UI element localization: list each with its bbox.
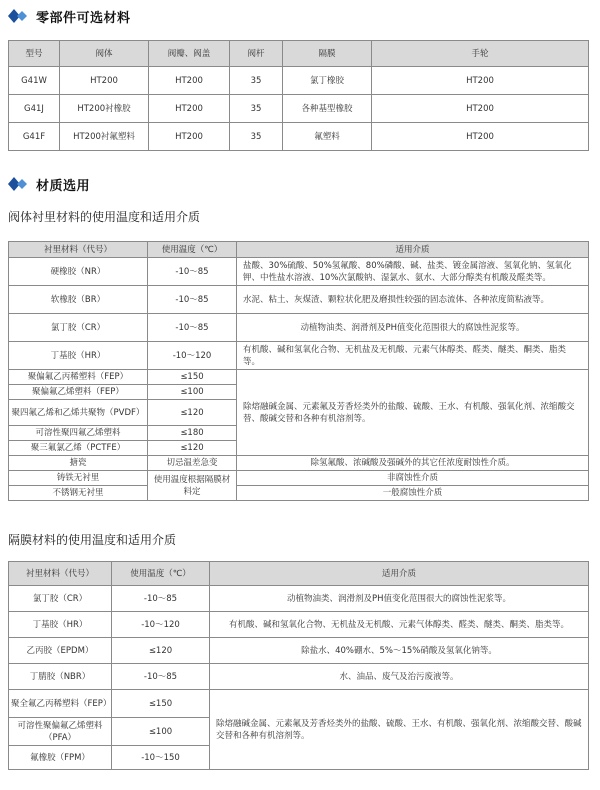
temp-cell: -10～120 — [112, 612, 210, 638]
unlined-temp-cell: 使用温度根据隔膜材料定 — [148, 471, 237, 501]
material-cell: 丁腈胶（NBR） — [9, 664, 112, 690]
cell: 35 — [230, 67, 283, 95]
cell: HT200 — [372, 95, 589, 123]
table-row — [9, 342, 589, 370]
material-cell: 丁基胶（HR） — [9, 612, 112, 638]
media-cell: 水泥、粘土、灰煤渣、颗粒状化肥及磨损性较强的固态流体、各种浓度简粘液等。 — [237, 286, 589, 314]
lining-table — [8, 241, 589, 501]
material-cell: 聚偏氟乙烯塑料（FEP） — [9, 385, 148, 400]
cell: 氟塑料 — [283, 123, 372, 151]
parts-table — [8, 40, 589, 151]
material-cell: 搪瓷 — [9, 456, 148, 471]
cell: G41W — [9, 67, 60, 95]
double-diamond-icon — [8, 177, 30, 191]
table-row — [9, 690, 589, 718]
material-cell: 丁基胶（HR） — [9, 342, 148, 370]
table-row — [9, 471, 589, 486]
material-cell: 聚偏氟乙丙稀塑料（FEP） — [9, 370, 148, 385]
temp-cell: ≤180 — [148, 426, 237, 441]
table-row — [9, 456, 589, 471]
temp-cell: ≤100 — [112, 718, 210, 746]
table-row — [9, 664, 589, 690]
parts-header-body: 阀体 — [60, 41, 149, 67]
media-cell: 一般腐蚀性介质 — [237, 486, 589, 501]
material-cell: 聚四氟乙烯和乙烯共聚物（PVDF） — [9, 400, 148, 426]
lining-header-material: 衬里材料（代号） — [9, 242, 148, 258]
cell: HT200 — [149, 67, 230, 95]
temp-cell: ≤150 — [112, 690, 210, 718]
material-cell: 软橡胶（BR） — [9, 286, 148, 314]
table-row — [9, 286, 589, 314]
table-row — [9, 370, 589, 385]
temp-cell: ≤120 — [148, 400, 237, 426]
section-parts-title: 零部件可选材料 — [36, 10, 131, 26]
diaphragm-table-title: 隔膜材料的使用温度和适用介质 — [8, 533, 177, 547]
lining-header-temp: 使用温度（℃） — [148, 242, 237, 258]
cell: HT200衬氟塑料 — [60, 123, 149, 151]
diaphragm-header-temp: 使用温度（℃） — [112, 562, 210, 586]
temp-cell: -10～85 — [112, 586, 210, 612]
parts-header-handwheel: 手轮 — [372, 41, 589, 67]
material-cell: 乙丙胶（EPDM） — [9, 638, 112, 664]
temp-cell: ≤150 — [148, 370, 237, 385]
table-row — [9, 586, 589, 612]
section-parts-heading — [8, 6, 131, 26]
diaphragm-header-media: 适用介质 — [210, 562, 589, 586]
table-row — [9, 612, 589, 638]
cell: HT200 — [372, 67, 589, 95]
media-cell: 动植物油类、润滑剂及PH值变化范围很大的腐蚀性泥浆等。 — [210, 586, 589, 612]
material-cell: 氯丁胶（CR） — [9, 314, 148, 342]
temp-cell: ≤100 — [148, 385, 237, 400]
temp-cell: -10～85 — [148, 314, 237, 342]
table-row — [9, 314, 589, 342]
parts-header-disc: 阀瓣、阀盖 — [149, 41, 230, 67]
cell: HT200 — [149, 95, 230, 123]
media-cell: 除盐水、40%硼水、5%～15%硝酸及氢氧化钠等。 — [210, 638, 589, 664]
fluoro-media-cell: 除熔融碱金属、元素氟及芳香烃类外的盐酸、硫酸、王水、有机酸、强氧化剂、浓缩酸交替、酸碱交替和各种有机溶剂等。 — [237, 370, 589, 456]
temp-cell: ≤120 — [148, 441, 237, 456]
temp-cell: -10～85 — [148, 286, 237, 314]
material-cell: 铸铁无衬里 — [9, 471, 148, 486]
media-cell: 有机酸、碱和氢氧化合物、无机盐及无机酸、元素气体醇类、醛类、醚类、酮类、脂类等。 — [237, 342, 589, 370]
table-row — [9, 67, 589, 95]
material-cell: 聚全氟乙丙稀塑料（FEP） — [9, 690, 112, 718]
parts-header-stem: 阀杆 — [230, 41, 283, 67]
material-cell: 硬橡胶（NR） — [9, 258, 148, 286]
media-cell: 水、油品、废气及治污废液等。 — [210, 664, 589, 690]
cell: G41F — [9, 123, 60, 151]
section-material-title: 材质选用 — [36, 178, 91, 194]
cell: 各种基型橡胶 — [283, 95, 372, 123]
table-row — [9, 486, 589, 501]
media-cell: 除氢氟酸、浓碱酸及强碱外的其它任浓度耐蚀性介质。 — [237, 456, 589, 471]
cell: HT200 — [149, 123, 230, 151]
material-cell: 可溶性聚四氟乙烯塑料 — [9, 426, 148, 441]
temp-cell: -10～85 — [148, 258, 237, 286]
cell: HT200 — [60, 67, 149, 95]
cell: HT200 — [372, 123, 589, 151]
media-cell: 盐酸、30%硫酸、50%氢氟酸、80%磷酸、碱、盐类、镀金属溶液、氢氧化钠、氢氧化钾、中性盐水溶液、10%次氯酸钠、湿氯水、氨水、大部分醇类有机酸及醛类等。 — [237, 258, 589, 286]
diaphragm-header-material: 衬里材料（代号） — [9, 562, 112, 586]
cell: 35 — [230, 123, 283, 151]
media-cell: 非腐蚀性介质 — [237, 471, 589, 486]
diaphragm-table — [8, 561, 589, 770]
material-cell: 氟橡胶（FPM） — [9, 746, 112, 770]
section-material-heading — [8, 174, 90, 194]
double-diamond-icon — [8, 9, 30, 23]
temp-cell: ≤120 — [112, 638, 210, 664]
parts-header-diaphragm: 隔膜 — [283, 41, 372, 67]
table-row — [9, 123, 589, 151]
table-row — [9, 638, 589, 664]
material-cell: 可溶性聚偏氟乙烯塑料（PFA） — [9, 718, 112, 746]
parts-header-model: 型号 — [9, 41, 60, 67]
material-cell: 氯丁胶（CR） — [9, 586, 112, 612]
media-cell: 动植物油类、润滑剂及PH值变化范围很大的腐蚀性泥浆等。 — [237, 314, 589, 342]
material-cell: 聚三氟氯乙烯（PCTFE） — [9, 441, 148, 456]
lining-table-title: 阀体衬里材料的使用温度和适用介质 — [8, 210, 201, 224]
cell: G41J — [9, 95, 60, 123]
temp-cell: 切忌温差急变 — [148, 456, 237, 471]
table-row — [9, 258, 589, 286]
temp-cell: -10～150 — [112, 746, 210, 770]
fluoro-media-cell: 除熔融碱金属、元素氟及芳香烃类外的盐酸、硫酸、王水、有机酸、强氧化剂、浓缩酸交替、酸碱交替和各种有机溶剂等。 — [210, 690, 589, 770]
temp-cell: -10～120 — [148, 342, 237, 370]
cell: 氯丁橡胶 — [283, 67, 372, 95]
cell: 35 — [230, 95, 283, 123]
media-cell: 有机酸、碱和氢氧化合物、无机盐及无机酸、元素气体醇类、醛类、醚类、酮类、脂类等。 — [210, 612, 589, 638]
lining-header-media: 适用介质 — [237, 242, 589, 258]
table-row — [9, 95, 589, 123]
cell: HT200衬橡胶 — [60, 95, 149, 123]
temp-cell: -10～85 — [112, 664, 210, 690]
material-cell: 不锈钢无衬里 — [9, 486, 148, 501]
